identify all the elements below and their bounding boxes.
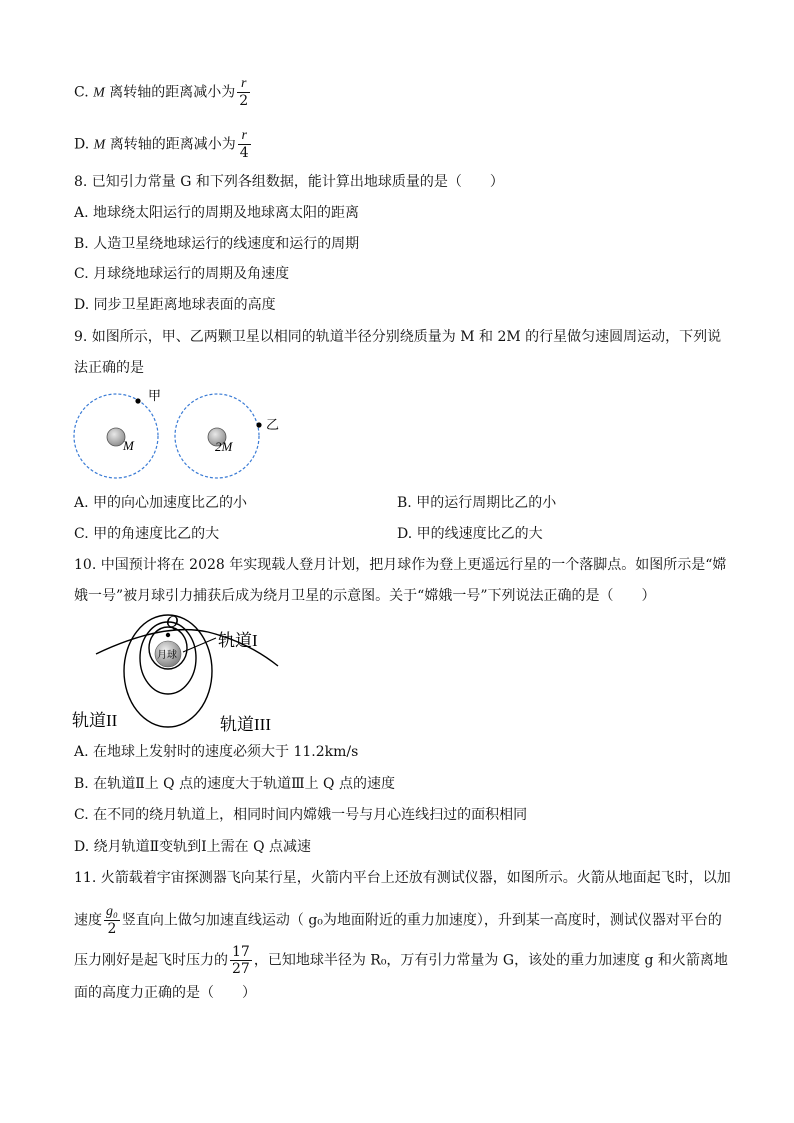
q8-stem: 8. 已知引力常量 G 和下列各组数据，能计算出地球质量的是（ ）	[74, 174, 504, 190]
moon-label: 月球	[157, 650, 177, 661]
label-2m: 2M	[215, 439, 233, 454]
q9-option-b: B. 甲的运行周期比乙的小	[397, 495, 557, 511]
fraction-denominator: 2	[107, 921, 117, 937]
fraction-r-over-4	[238, 128, 251, 161]
q11-line1: 11. 火箭载着宇宙探测器飞向某行星，火箭内平台上还放有测试仪器，如图所示。火箭从地面起飞时，以加	[74, 870, 731, 886]
label-m: M	[123, 438, 134, 453]
q11-line2	[74, 904, 722, 937]
option-text: 离转轴的距离减小为	[105, 136, 236, 153]
label-orbit-i: 轨道I	[218, 631, 258, 650]
variable-m: M	[93, 85, 105, 101]
q11-line3	[74, 944, 728, 977]
fraction-denominator: 27	[232, 961, 250, 977]
q10-figure	[68, 608, 298, 738]
option-prefix: C.	[74, 84, 94, 101]
q10-option-c: C. 在不同的绕月轨道上，相同时间内嫦娥一号与月心连线扫过的面积相同	[74, 807, 528, 823]
q8-option-a: A. 地球绕太阳运行的周期及地球离太阳的距离	[74, 205, 360, 221]
q10-option-a: A. 在地球上发射时的速度必须大于 11.2km/s	[74, 744, 359, 760]
q11-line4: 面的高度力正确的是（ ）	[74, 985, 256, 1001]
q7-option-c	[74, 76, 252, 109]
option-text: 离转轴的距离减小为	[104, 84, 236, 101]
fraction-g0-over-2	[104, 904, 120, 937]
q10-option-b: B. 在轨道Ⅱ上 Q 点的速度大于轨道Ⅲ上 Q 点的速度	[74, 776, 395, 792]
fraction-numerator: r	[238, 128, 251, 145]
q11-line3-rest: ，已知地球半径为 R₀，万有引力常量为 G，该处的重力加速度 g 和火箭离地	[253, 952, 728, 969]
option-prefix: D.	[74, 136, 94, 153]
q11-line2-start: 速度	[74, 912, 102, 929]
q11-line2-rest: 竖直向上做匀加速直线运动（ g₀为地面附近的重力加速度），升到某一高度时，测试仪器对平台的	[121, 912, 722, 929]
q9-stem-line1: 9. 如图所示，甲、乙两颗卫星以相同的轨道半径分别绕质量为 M 和 2M 的行星做匀速圆周运动，下列说	[74, 329, 722, 345]
fraction-numerator: g₀	[106, 904, 118, 919]
label-q: Q	[166, 612, 179, 631]
leader-orbit-i	[183, 638, 216, 652]
satellite-jia	[135, 398, 140, 403]
satellite-yi	[256, 422, 261, 427]
label-orbit-iii: 轨道III	[220, 715, 271, 734]
fraction-numerator: r	[237, 76, 250, 93]
q8-option-c: C. 月球绕地球运行的周期及角速度	[74, 266, 290, 282]
q8-option-b: B. 人造卫星绕地球运行的线速度和运行的周期	[74, 236, 360, 252]
q9-option-d: D. 甲的线速度比乙的大	[397, 526, 543, 542]
fraction-numerator: 17	[232, 944, 250, 960]
label-orbit-ii: 轨道II	[72, 711, 118, 730]
fraction-denominator: 2	[239, 93, 249, 109]
q9-stem-line2: 法正确的是	[74, 360, 144, 376]
fraction-17-over-27	[230, 944, 252, 977]
q9-option-c: C. 甲的角速度比乙的大	[74, 526, 220, 542]
q9-figure	[70, 384, 300, 484]
q10-stem-line1: 10. 中国预计将在 2028 年实现载人登月计划，把月球作为登上更遥远行星的一个落脚点。如图所示是“嫦	[74, 557, 727, 573]
fraction-denominator: 4	[239, 145, 249, 161]
q8-option-d: D. 同步卫星距离地球表面的高度	[74, 297, 276, 313]
fraction-r-over-2	[237, 76, 250, 109]
point-q	[166, 633, 170, 637]
q7-option-d	[74, 128, 253, 161]
q10-option-d: D. 绕月轨道Ⅱ变轨到Ⅰ上需在 Q 点减速	[74, 839, 312, 855]
label-jia: 甲	[148, 388, 162, 403]
q11-line3-start: 压力刚好是起飞时压力的	[74, 952, 228, 969]
q9-option-a: A. 甲的向心加速度比乙的小	[74, 495, 248, 511]
orbit-iii	[124, 615, 212, 727]
label-yi: 乙	[266, 417, 280, 432]
variable-m: M	[93, 137, 106, 153]
q10-stem-line2: 娥一号”被月球引力捕获后成为绕月卫星的示意图。关于“嫦娥一号”下列说法正确的是（ ）	[74, 588, 656, 604]
